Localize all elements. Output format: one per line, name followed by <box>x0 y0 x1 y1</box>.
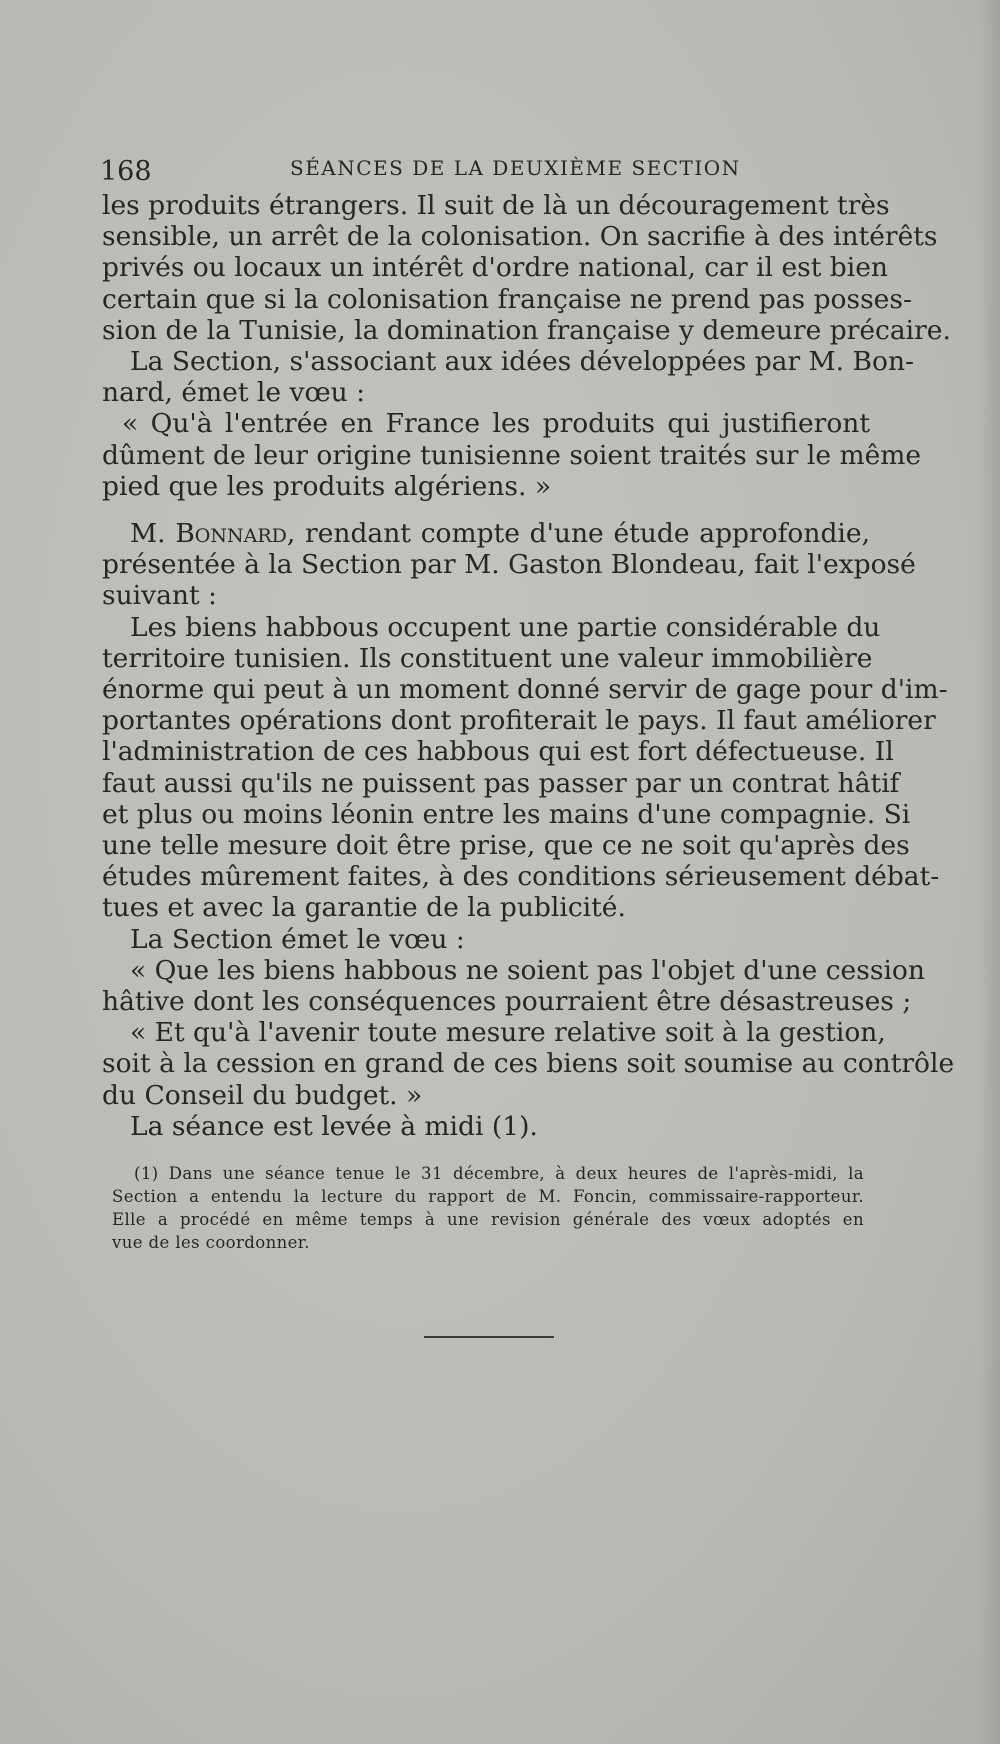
text-line: La Section, s'associant aux idées développées par M. Bon- <box>130 346 914 378</box>
footnote <box>112 1162 864 1254</box>
text-line: Les biens habbous occupent une partie considérable du <box>130 611 881 643</box>
text-line: « Que les biens habbous ne soient pas l'objet d'une cession <box>130 954 925 986</box>
paragraph-gap <box>102 502 870 518</box>
body-text <box>102 190 955 1142</box>
end-rule <box>424 1336 554 1338</box>
text-line: certain que si la colonisation française ne prend pas posses- <box>102 283 912 315</box>
text-line: suivant : <box>102 580 217 612</box>
running-title: SÉANCES DE LA DEUXIÈME SECTION <box>290 156 741 180</box>
text-line: dûment de leur origine tunisienne soient traités sur le même <box>102 439 922 471</box>
text-line: et plus ou moins léonin entre les mains d'une compagnie. Si <box>102 798 911 830</box>
speaker-name: Bonnard <box>175 518 287 550</box>
text-line: énorme qui peut à un moment donné servir de gage pour d'im- <box>102 674 948 706</box>
text-line: présentée à la Section par M. Gaston Blondeau, fait l'exposé <box>102 549 916 581</box>
text-line: soit à la cession en grand de ces biens soit soumise au contrôle <box>102 1048 955 1080</box>
text-line: une telle mesure doit être prise, que ce ne soit qu'après des <box>102 830 910 862</box>
text-line: territoire tunisien. Ils constituent une valeur immobilière <box>102 642 873 674</box>
text-line: « Qu'à l'entrée en France les produits qui justifieront <box>122 408 870 440</box>
text-line: nard, émet le vœu : <box>102 377 366 409</box>
text-line: du Conseil du budget. » <box>102 1079 423 1111</box>
text-line: hâtive dont les conséquences pourraient être désastreuses ; <box>102 986 912 1018</box>
text-fragment: , rendant compte d'une étude approfondie, <box>286 518 870 550</box>
text-line: sensible, un arrêt de la colonisation. On sacrifie à des intérêts <box>102 221 938 253</box>
page-number: 168 <box>100 156 152 187</box>
text-line: sion de la Tunisie, la domination française y demeure précaire. <box>102 314 951 346</box>
footnote-line: Elle a procédé en même temps à une revision générale des vœux adoptés en <box>112 1210 864 1229</box>
text-line: tues et avec la garantie de la publicité. <box>102 892 626 924</box>
footnote-line: vue de les coordonner. <box>112 1233 310 1252</box>
footnote-line: Section a entendu la lecture du rapport de M. Foncin, commissaire-rapporteur. <box>112 1187 864 1206</box>
page-header <box>100 150 860 190</box>
page-edge-shadow <box>978 0 1000 1744</box>
text-line: La Section émet le vœu : <box>130 923 465 955</box>
text-line: privés ou locaux un intérêt d'ordre national, car il est bien <box>102 252 888 284</box>
text-fragment: M. <box>130 518 176 550</box>
text-line: faut aussi qu'ils ne puissent pas passer par un contrat hâtif <box>102 767 900 799</box>
text-line: les produits étrangers. Il suit de là un découragement très <box>102 190 890 221</box>
text-line: portantes opérations dont profiterait le pays. Il faut améliorer <box>102 705 936 737</box>
text-line <box>102 518 870 549</box>
text-line: La séance est levée à midi (1). <box>130 1110 538 1142</box>
text-line: « Et qu'à l'avenir toute mesure relative soit à la gestion, <box>130 1017 886 1049</box>
text-line: pied que les produits algériens. » <box>102 470 552 502</box>
text-line: études mûrement faites, à des conditions sérieusement débat- <box>102 861 940 893</box>
footnote-line: (1) Dans une séance tenue le 31 décembre, à deux heures de l'après-midi, la <box>134 1164 864 1183</box>
text-line: l'administration de ces habbous qui est fort défectueuse. Il <box>102 736 894 768</box>
